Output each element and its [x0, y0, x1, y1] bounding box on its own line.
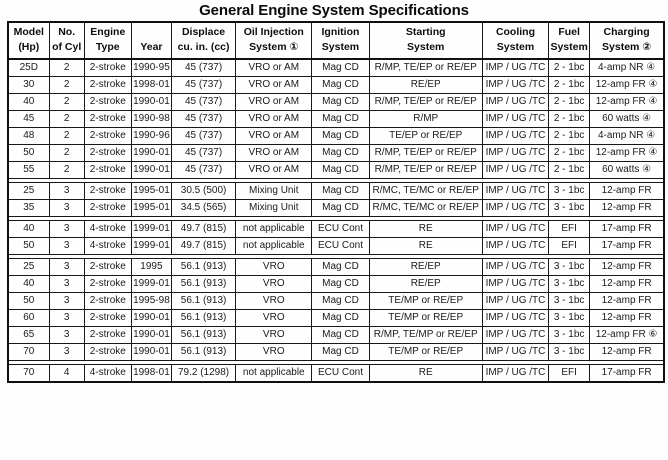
cell-model: 50	[8, 293, 49, 310]
cell-year: 1999-01	[131, 276, 171, 293]
cell-ignition: Mag CD	[312, 77, 369, 94]
cell-charging: 12-amp FR ⑥	[590, 327, 664, 344]
cell-cooling: IMP / UG /TC	[482, 310, 548, 327]
cell-model: 50	[8, 238, 49, 255]
cell-oil-injection: VRO or AM	[236, 77, 312, 94]
cell-oil-injection: VRO	[236, 310, 312, 327]
cell-engine-type: 4-stroke	[84, 221, 131, 238]
cell-oil-injection: VRO	[236, 344, 312, 361]
cell-starting: RE	[369, 221, 482, 238]
cell-cooling: IMP / UG /TC	[482, 162, 548, 179]
cell-year: 1990-96	[131, 128, 171, 145]
cell-displacement: 49.7 (815)	[171, 238, 235, 255]
table-row	[8, 183, 664, 200]
cell-model: 25	[8, 183, 49, 200]
cell-displacement: 56.1 (913)	[171, 276, 235, 293]
cell-cylinders: 2	[49, 128, 84, 145]
cell-cooling: IMP / UG /TC	[482, 77, 548, 94]
cell-engine-type: 2-stroke	[84, 276, 131, 293]
table-row	[8, 327, 664, 344]
cell-year: 1990-01	[131, 310, 171, 327]
cell-charging: 12-amp FR	[590, 293, 664, 310]
cell-ignition: ECU Cont	[312, 365, 369, 383]
cell-cooling: IMP / UG /TC	[482, 94, 548, 111]
cell-cylinders: 2	[49, 77, 84, 94]
cell-displacement: 45 (737)	[171, 128, 235, 145]
cell-starting: RE	[369, 365, 482, 383]
column-header-fuel: Fuel System	[549, 22, 590, 59]
cell-displacement: 56.1 (913)	[171, 327, 235, 344]
cell-charging: 12-amp FR ④	[590, 94, 664, 111]
cell-cylinders: 3	[49, 293, 84, 310]
cell-engine-type: 2-stroke	[84, 145, 131, 162]
cell-ignition: Mag CD	[312, 145, 369, 162]
cell-cooling: IMP / UG /TC	[482, 200, 548, 217]
cell-starting: RE/EP	[369, 259, 482, 276]
cell-model: 48	[8, 128, 49, 145]
cell-cooling: IMP / UG /TC	[482, 145, 548, 162]
cell-fuel: 3 - 1bc	[549, 310, 590, 327]
cell-oil-injection: Mixing Unit	[236, 200, 312, 217]
cell-model: 25D	[8, 59, 49, 77]
cell-engine-type: 2-stroke	[84, 183, 131, 200]
cell-oil-injection: VRO	[236, 293, 312, 310]
cell-engine-type: 2-stroke	[84, 111, 131, 128]
cell-fuel: 3 - 1bc	[549, 200, 590, 217]
column-header-displacement: Displace cu. in. (cc)	[171, 22, 235, 59]
cell-cylinders: 3	[49, 327, 84, 344]
cell-cylinders: 3	[49, 221, 84, 238]
cell-displacement: 56.1 (913)	[171, 259, 235, 276]
cell-starting: R/MP	[369, 111, 482, 128]
cell-starting: R/MP, TE/MP or RE/EP	[369, 327, 482, 344]
cell-cooling: IMP / UG /TC	[482, 128, 548, 145]
cell-model: 70	[8, 365, 49, 383]
column-header-engine-type: Engine Type	[84, 22, 131, 59]
column-header-cylinders: No. of Cyl	[49, 22, 84, 59]
cell-cooling: IMP / UG /TC	[482, 238, 548, 255]
cell-fuel: 3 - 1bc	[549, 327, 590, 344]
cell-starting: RE/EP	[369, 77, 482, 94]
cell-fuel: 3 - 1bc	[549, 344, 590, 361]
cell-fuel: 2 - 1bc	[549, 111, 590, 128]
cell-charging: 12-amp FR	[590, 259, 664, 276]
table-row	[8, 276, 664, 293]
cell-cylinders: 2	[49, 59, 84, 77]
cell-model: 25	[8, 259, 49, 276]
cell-starting: RE	[369, 238, 482, 255]
cell-year: 1990-95	[131, 59, 171, 77]
cell-ignition: Mag CD	[312, 293, 369, 310]
cell-oil-injection: VRO	[236, 259, 312, 276]
cell-cylinders: 2	[49, 111, 84, 128]
cell-fuel: 3 - 1bc	[549, 259, 590, 276]
cell-model: 35	[8, 200, 49, 217]
cell-charging: 17-amp FR	[590, 365, 664, 383]
cell-charging: 12-amp FR	[590, 344, 664, 361]
cell-engine-type: 4-stroke	[84, 365, 131, 383]
cell-model: 40	[8, 276, 49, 293]
cell-oil-injection: VRO	[236, 276, 312, 293]
cell-ignition: Mag CD	[312, 310, 369, 327]
cell-cylinders: 2	[49, 94, 84, 111]
cell-cylinders: 3	[49, 276, 84, 293]
cell-fuel: EFI	[549, 365, 590, 383]
cell-engine-type: 2-stroke	[84, 128, 131, 145]
cell-charging: 12-amp FR	[590, 276, 664, 293]
cell-cooling: IMP / UG /TC	[482, 344, 548, 361]
cell-displacement: 56.1 (913)	[171, 310, 235, 327]
cell-model: 50	[8, 145, 49, 162]
table-row	[8, 293, 664, 310]
cell-displacement: 45 (737)	[171, 162, 235, 179]
cell-cooling: IMP / UG /TC	[482, 365, 548, 383]
cell-starting: RE/EP	[369, 276, 482, 293]
cell-cooling: IMP / UG /TC	[482, 183, 548, 200]
column-header-charging: Charging System ②	[590, 22, 664, 59]
cell-year: 1990-01	[131, 327, 171, 344]
table-title: General Engine System Specifications	[199, 2, 469, 19]
cell-charging: 12-amp FR ④	[590, 77, 664, 94]
cell-oil-injection: VRO or AM	[236, 59, 312, 77]
cell-year: 1999-01	[131, 238, 171, 255]
cell-displacement: 45 (737)	[171, 145, 235, 162]
cell-model: 65	[8, 327, 49, 344]
cell-cylinders: 2	[49, 145, 84, 162]
table-row	[8, 259, 664, 276]
column-header-cooling: Cooling System	[482, 22, 548, 59]
cell-starting: TE/MP or RE/EP	[369, 344, 482, 361]
cell-ignition: Mag CD	[312, 259, 369, 276]
cell-charging: 17-amp FR	[590, 238, 664, 255]
cell-oil-injection: Mixing Unit	[236, 183, 312, 200]
column-header-oil-injection: Oil Injection System ①	[236, 22, 312, 59]
cell-ignition: Mag CD	[312, 59, 369, 77]
table-row	[8, 310, 664, 327]
cell-ignition: Mag CD	[312, 327, 369, 344]
column-header-year: Year	[131, 22, 171, 59]
table-row	[8, 128, 664, 145]
table-row	[8, 238, 664, 255]
cell-cooling: IMP / UG /TC	[482, 259, 548, 276]
cell-ignition: Mag CD	[312, 94, 369, 111]
table-row	[8, 162, 664, 179]
cell-fuel: 2 - 1bc	[549, 162, 590, 179]
cell-cylinders: 2	[49, 162, 84, 179]
column-header-model: Model (Hp)	[8, 22, 49, 59]
cell-cooling: IMP / UG /TC	[482, 59, 548, 77]
cell-model: 40	[8, 221, 49, 238]
cell-year: 1999-01	[131, 221, 171, 238]
cell-model: 40	[8, 94, 49, 111]
table-row	[8, 77, 664, 94]
cell-year: 1990-98	[131, 111, 171, 128]
cell-year: 1995-01	[131, 200, 171, 217]
cell-starting: R/MC, TE/MC or RE/EP	[369, 200, 482, 217]
table-body	[8, 59, 664, 382]
cell-charging: 17-amp FR	[590, 221, 664, 238]
cell-cylinders: 3	[49, 310, 84, 327]
cell-fuel: 2 - 1bc	[549, 59, 590, 77]
cell-oil-injection: not applicable	[236, 221, 312, 238]
cell-starting: R/MC, TE/MC or RE/EP	[369, 183, 482, 200]
cell-charging: 60 watts ④	[590, 111, 664, 128]
cell-displacement: 45 (737)	[171, 77, 235, 94]
cell-fuel: EFI	[549, 221, 590, 238]
cell-oil-injection: VRO	[236, 327, 312, 344]
column-header-starting: Starting System	[369, 22, 482, 59]
cell-fuel: 3 - 1bc	[549, 293, 590, 310]
cell-engine-type: 2-stroke	[84, 77, 131, 94]
cell-starting: TE/MP or RE/EP	[369, 310, 482, 327]
cell-displacement: 56.1 (913)	[171, 293, 235, 310]
cell-cylinders: 4	[49, 365, 84, 383]
cell-starting: R/MP, TE/EP or RE/EP	[369, 145, 482, 162]
cell-fuel: 3 - 1bc	[549, 276, 590, 293]
cell-charging: 12-amp FR	[590, 310, 664, 327]
cell-year: 1995-01	[131, 183, 171, 200]
cell-fuel: 2 - 1bc	[549, 77, 590, 94]
cell-ignition: Mag CD	[312, 344, 369, 361]
cell-displacement: 30.5 (500)	[171, 183, 235, 200]
cell-charging: 12-amp FR ④	[590, 145, 664, 162]
cell-cylinders: 3	[49, 344, 84, 361]
table-row	[8, 200, 664, 217]
cell-model: 55	[8, 162, 49, 179]
cell-engine-type: 2-stroke	[84, 310, 131, 327]
table-row	[8, 94, 664, 111]
cell-engine-type: 2-stroke	[84, 293, 131, 310]
cell-fuel: 2 - 1bc	[549, 94, 590, 111]
cell-cooling: IMP / UG /TC	[482, 276, 548, 293]
table-row	[8, 221, 664, 238]
cell-engine-type: 2-stroke	[84, 162, 131, 179]
cell-displacement: 56.1 (913)	[171, 344, 235, 361]
cell-oil-injection: VRO or AM	[236, 128, 312, 145]
cell-fuel: 2 - 1bc	[549, 145, 590, 162]
cell-starting: TE/EP or RE/EP	[369, 128, 482, 145]
cell-displacement: 45 (737)	[171, 94, 235, 111]
cell-year: 1998-01	[131, 365, 171, 383]
cell-ignition: ECU Cont	[312, 221, 369, 238]
cell-oil-injection: not applicable	[236, 365, 312, 383]
table-row	[8, 111, 664, 128]
cell-model: 30	[8, 77, 49, 94]
cell-oil-injection: VRO or AM	[236, 111, 312, 128]
cell-engine-type: 2-stroke	[84, 327, 131, 344]
cell-displacement: 45 (737)	[171, 59, 235, 77]
cell-cylinders: 3	[49, 183, 84, 200]
cell-starting: TE/MP or RE/EP	[369, 293, 482, 310]
cell-year: 1995	[131, 259, 171, 276]
cell-fuel: EFI	[549, 238, 590, 255]
cell-model: 70	[8, 344, 49, 361]
cell-engine-type: 2-stroke	[84, 59, 131, 77]
cell-charging: 60 watts ④	[590, 162, 664, 179]
cell-year: 1995-98	[131, 293, 171, 310]
cell-ignition: Mag CD	[312, 162, 369, 179]
cell-cylinders: 3	[49, 259, 84, 276]
cell-oil-injection: not applicable	[236, 238, 312, 255]
cell-oil-injection: VRO or AM	[236, 162, 312, 179]
cell-engine-type: 2-stroke	[84, 344, 131, 361]
cell-charging: 12-amp FR	[590, 183, 664, 200]
cell-displacement: 49.7 (815)	[171, 221, 235, 238]
cell-year: 1990-01	[131, 344, 171, 361]
cell-model: 60	[8, 310, 49, 327]
cell-ignition: Mag CD	[312, 200, 369, 217]
cell-cooling: IMP / UG /TC	[482, 221, 548, 238]
cell-ignition: Mag CD	[312, 128, 369, 145]
cell-engine-type: 2-stroke	[84, 200, 131, 217]
cell-ignition: Mag CD	[312, 111, 369, 128]
cell-engine-type: 2-stroke	[84, 259, 131, 276]
cell-year: 1998-01	[131, 77, 171, 94]
specs-table	[7, 21, 665, 383]
cell-starting: R/MP, TE/EP or RE/EP	[369, 162, 482, 179]
cell-year: 1990-01	[131, 145, 171, 162]
cell-starting: R/MP, TE/EP or RE/EP	[369, 94, 482, 111]
cell-displacement: 34.5 (565)	[171, 200, 235, 217]
cell-model: 45	[8, 111, 49, 128]
cell-displacement: 45 (737)	[171, 111, 235, 128]
column-header-ignition: Ignition System	[312, 22, 369, 59]
cell-fuel: 3 - 1bc	[549, 183, 590, 200]
cell-charging: 4-amp NR ④	[590, 59, 664, 77]
cell-starting: R/MP, TE/EP or RE/EP	[369, 59, 482, 77]
cell-year: 1990-01	[131, 162, 171, 179]
cell-charging: 12-amp FR	[590, 200, 664, 217]
cell-fuel: 2 - 1bc	[549, 128, 590, 145]
cell-oil-injection: VRO or AM	[236, 145, 312, 162]
cell-cooling: IMP / UG /TC	[482, 327, 548, 344]
cell-displacement: 79.2 (1298)	[171, 365, 235, 383]
cell-cylinders: 3	[49, 238, 84, 255]
cell-oil-injection: VRO or AM	[236, 94, 312, 111]
cell-ignition: ECU Cont	[312, 238, 369, 255]
cell-ignition: Mag CD	[312, 183, 369, 200]
cell-cooling: IMP / UG /TC	[482, 111, 548, 128]
cell-engine-type: 4-stroke	[84, 238, 131, 255]
table-row	[8, 145, 664, 162]
cell-year: 1990-01	[131, 94, 171, 111]
cell-ignition: Mag CD	[312, 276, 369, 293]
table-row	[8, 344, 664, 361]
table-row	[8, 59, 664, 77]
cell-cooling: IMP / UG /TC	[482, 293, 548, 310]
header-row	[8, 22, 664, 59]
cell-charging: 4-amp NR ④	[590, 128, 664, 145]
cell-engine-type: 2-stroke	[84, 94, 131, 111]
table-row	[8, 365, 664, 383]
cell-cylinders: 3	[49, 200, 84, 217]
